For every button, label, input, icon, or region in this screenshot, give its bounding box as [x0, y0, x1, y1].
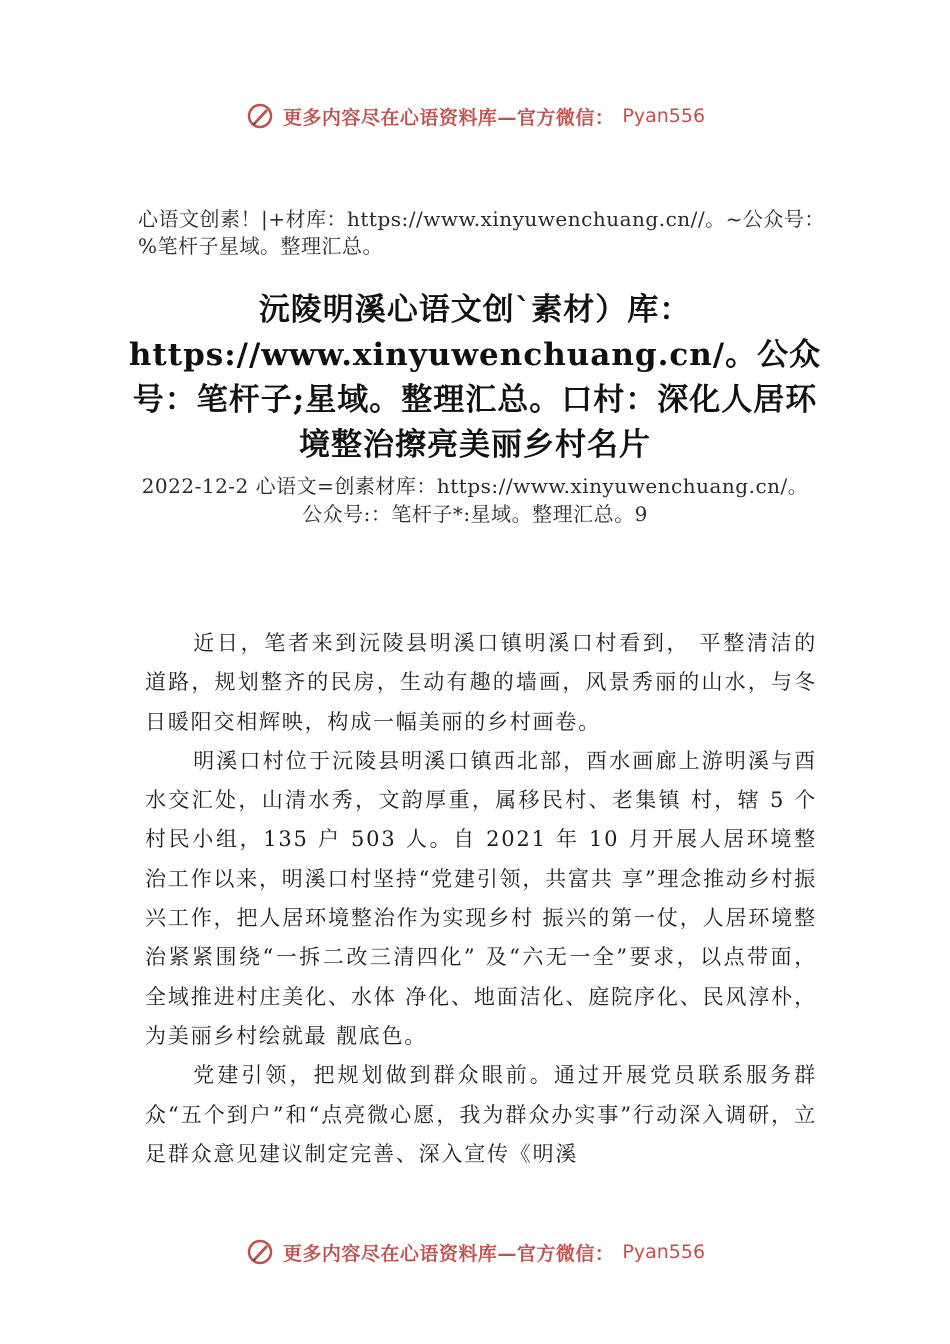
banner-wechat-id: Pyan556 [622, 1241, 706, 1263]
article-body [145, 624, 817, 1174]
paragraph: 近日，笔者来到沅陵县明溪口镇明溪口村看到， 平整清洁的道路，规划整齐的民房，生动有趣的墙画，风景秀丽的山水，与冬日暖阳交相辉映，构成一幅美丽的乡村画卷。 [145, 631, 817, 734]
pen-logo-icon [245, 1237, 275, 1267]
pen-logo-icon [245, 101, 275, 131]
paragraph: 明溪口村位于沅陵县明溪口镇西北部，酉水画廊上游明溪与酉水交汇处，山清水秀，文韵厚重，属移民村、老集镇 村，辖 5 个村民小组，135 户 503 人。自 2021 年 10 月开展人居环境整治工作以来，明溪口村坚持“党建引领，共富共 享”理念推动乡村振兴工作，把人居环境整治作为实现乡村 振兴的第一仗，人居环境整治紧紧围绕“一拆二改三清四化” 及“六无一全”要求，以点带面，全域推进村庄美化、水体 净化、地面洁化、庭院序化、民风淳朴，为美丽乡村绘就最 靓底色。 [145, 748, 817, 1048]
banner-text: 更多内容尽在心语资料库—官方微信： [282, 1242, 615, 1265]
banner-text: 更多内容尽在心语资料库—官方微信： [282, 106, 615, 129]
paragraph: 党建引领，把规划做到群众眼前。通过开展党员联系服务群众“五个到户”和“点亮微心愿，我为群众办实事”行动深入调研，立足群众意见建议制定完善、深入宣传《明溪 [145, 1063, 817, 1166]
banner-wechat-id: Pyan556 [622, 105, 706, 127]
article-meta: 2022-12-2 心语文=创素材库：https://www.xinyuwenchuang.cn/。公众号:：笔杆子*:星域。整理汇总。9 [141, 474, 809, 526]
lead-note: 心语文创素！|+材库：https://www.xinyuwenchuang.cn//。~公众号：%笔杆子星域。整理汇总。 [138, 207, 825, 258]
footer-banner [0, 1232, 950, 1272]
header-banner [0, 96, 950, 136]
article-title: 沅陵明溪心语文创`素材）库：https://www.xinyuwenchuang.cn/。公众号：笔杆子;星域。整理汇总。口村：深化人居环境整治擦亮美丽乡村名片 [128, 292, 822, 463]
